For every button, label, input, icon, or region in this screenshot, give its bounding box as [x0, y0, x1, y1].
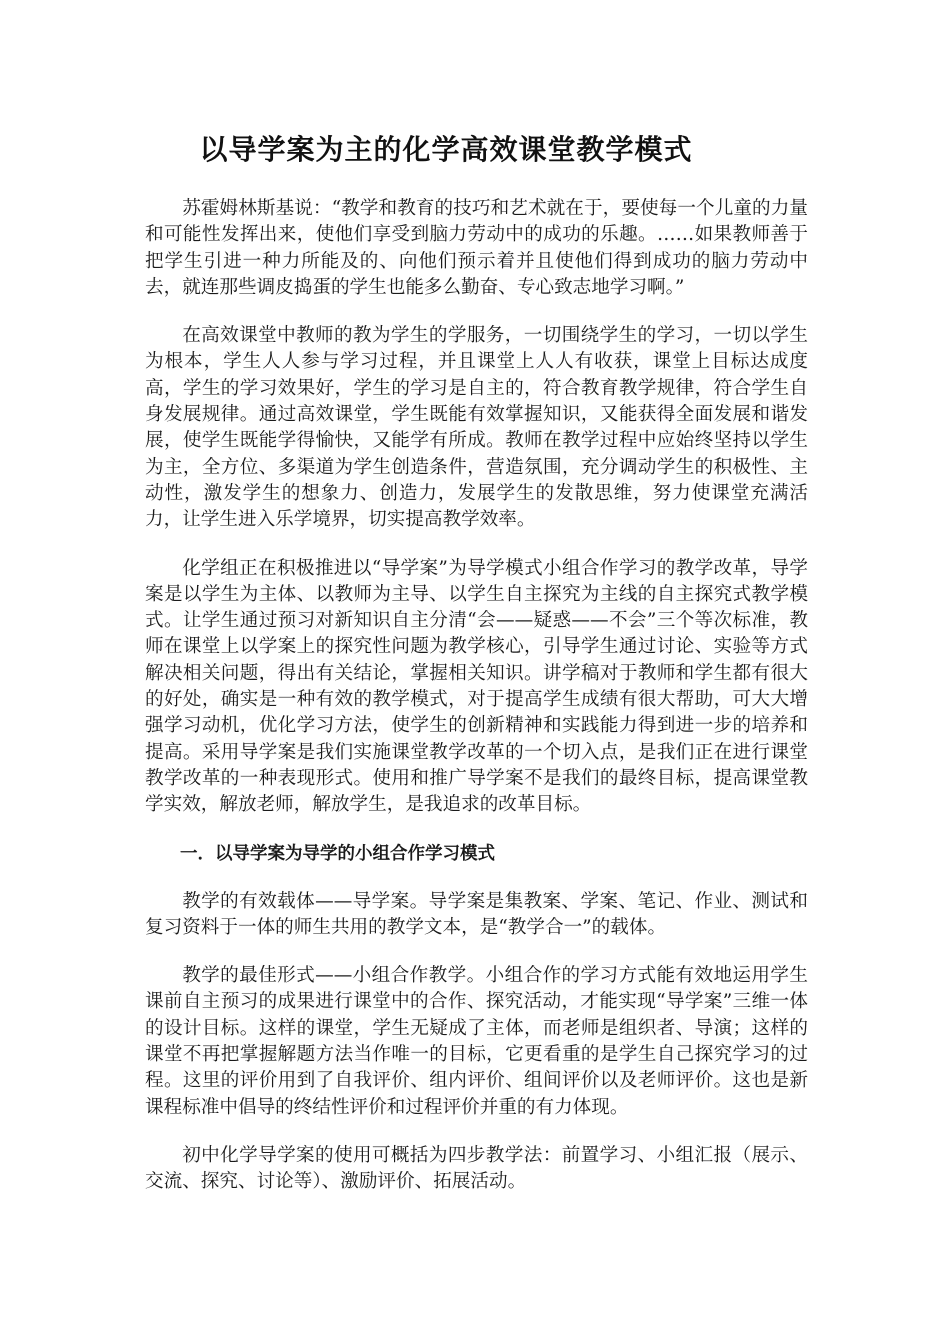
document-title: 以导学案为主的化学高效课堂教学模式 [199, 133, 693, 166]
paragraph-four-step-method: 初中化学导学案的使用可概括为四步教学法：前置学习、小组汇报（展示、交流、探究、讨论等）、激励评价、拓展活动。 [145, 1144, 808, 1193]
paragraph-efficient-classroom: 在高效课堂中教师的教为学生的学服务，一切围绕学生的学习，一切以学生为根本，学生人人参与学习过程，并且课堂上人人有收获，课堂上目标达成度高，学生的学习效果好，学生的学习是自主的，符合教育教学规律，符合学生自身发展规律。通过高效课堂，学生既能有效掌握知识，又能获得全面发展和谐发展，使学生既能学得愉快，又能学有所成。教师在教学过程中应始终坚持以学生为主，全方位、多渠道为学生创造条件，营造氛围，充分调动学生的积极性、主动性，激发学生的想象力、创造力，发展学生的发散思维，努力使课堂充满活力，让学生进入乐学境界，切实提高教学效率。 [145, 325, 808, 531]
paragraph-chemistry-group-reform: 化学组正在积极推进以“导学案”为导学模式小组合作学习的教学改革，导学案是以学生为主体、以教师为主导、以学生自主探究为主线的自主探究式教学模式。让学生通过预习对新知识自主分清“会——疑惑——不会”三个等次标准，教师在课堂上以学案上的探究性问题为教学核心，引导学生通过讨论、实验等方式解决相关问题，得出有关结论，掌握相关知识。讲学稿对于教师和学生都有很大的好处，确实是一种有效的教学模式，对于提高学生成绩有很大帮助，可大大增强学习动机，优化学习方法，使学生的创新精神和实践能力得到进一步的培养和提高。采用导学案是我们实施课堂教学改革的一个切入点，是我们正在进行课堂教学改革的一种表现形式。使用和推广导学案不是我们的最终目标，提高课堂教学实效，解放老师，解放学生，是我追求的改革目标。 [145, 557, 808, 816]
section-heading: 一．以导学案为导学的小组合作学习模式 [180, 843, 495, 864]
paragraph-guided-learning-plan: 教学的有效载体——导学案。导学案是集教案、学案、笔记、作业、测试和复习资料于一体的师生共用的教学文本，是“教学合一”的载体。 [145, 890, 808, 938]
paragraph-quote: 苏霍姆林斯基说：“教学和教育的技巧和艺术就在于，要使每一个儿童的力量和可能性发挥出来，使他们享受到脑力劳动中的成功的乐趣。……如果教师善于把学生引进一种力所能及的、向他们预示着并且使他们得到成功的脑力劳动中去，就连那些调皮捣蛋的学生也能多么勤奋、专心致志地学习啊。” [145, 198, 808, 298]
paragraph-group-cooperation: 教学的最佳形式——小组合作教学。小组合作的学习方式能有效地运用学生课前自主预习的成果进行课堂中的合作、探究活动，才能实现“导学案”三维一体的设计目标。这样的课堂，学生无疑成了主体，而老师是组织者、导演；这样的课堂不再把掌握解题方法当作唯一的目标，它更看重的是学生自己探究学习的过程。这里的评价用到了自我评价、组内评价、组间评价以及老师评价。这也是新课程标准中倡导的终结性评价和过程评价并重的有力体现。 [145, 965, 808, 1118]
document-body [145, 196, 808, 1218]
